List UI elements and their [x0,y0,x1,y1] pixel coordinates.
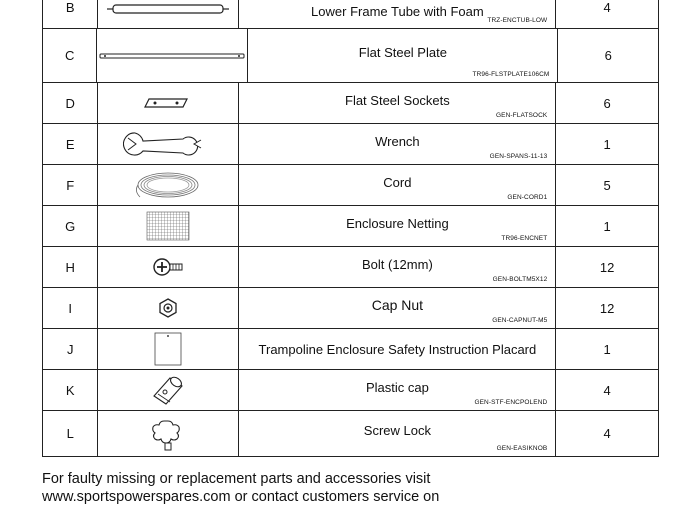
part-image [98,0,239,28]
part-name: Enclosure Netting [346,215,449,231]
part-code: GEN-SPANS-11-13 [489,153,548,160]
part-name-cell [239,124,556,164]
part-letter: D [43,83,98,123]
part-code: TRZ-ENCTUB-LOW [487,17,548,24]
parts-table [42,0,659,457]
part-image [98,329,239,369]
part-name-cell [239,329,556,369]
part-quantity: 1 [556,206,659,246]
table-row [43,83,659,124]
part-name-cell [239,0,556,28]
part-name-cell [239,411,556,456]
part-quantity: 12 [556,247,659,287]
footer-note [42,470,439,506]
part-name-cell [239,370,556,410]
part-code: GEN-CAPNUT-M5 [492,317,548,324]
part-code: TR96-FLSTPLATE106CM [472,71,550,78]
part-image [97,29,248,82]
part-letter: B [43,0,98,28]
part-name: Cord [383,174,412,190]
table-row [43,124,659,165]
part-code: GEN-BOLTM5X12 [492,276,548,283]
part-quantity: 1 [556,329,659,369]
part-name: Bolt (12mm) [361,256,433,272]
part-name-cell [239,83,556,123]
part-letter: F [43,165,98,205]
part-name-cell [239,165,556,205]
part-name: Screw Lock [363,423,431,438]
part-name: Trampoline Enclosure Safety Instruction Placard [258,341,537,357]
part-image [98,370,239,410]
part-code: GEN-FLATSOCK [496,112,548,119]
table-row [43,206,659,247]
part-name: Plastic cap [365,379,429,395]
footer-line-2: www.sportspowerspares.com or contact customers service on [42,489,440,505]
bolt-icon [151,256,185,278]
table-row [43,29,659,83]
part-quantity: 12 [556,288,659,328]
table-row [43,370,659,411]
table-row [43,288,659,329]
wrench-icon [123,127,213,161]
part-name: Flat Steel Sockets [345,92,450,108]
part-letter: H [43,247,98,287]
part-quantity: 4 [556,370,659,410]
part-letter: J [43,329,98,369]
part-quantity: 4 [556,411,659,456]
part-name: Cap Nut [371,297,424,313]
plastic-cap-icon [148,372,188,408]
part-name-cell [239,247,556,287]
part-image [98,83,239,123]
table-row [43,411,659,457]
footer-line-1: For faulty missing or replacement parts and accessories visit [42,471,431,487]
part-quantity: 6 [558,29,659,82]
part-quantity: 1 [556,124,659,164]
placard-icon [153,331,183,367]
table-row [43,165,659,206]
part-image [98,124,239,164]
part-quantity: 6 [556,83,659,123]
screw-lock-icon [149,417,187,451]
part-letter: C [43,29,97,82]
netting-icon [146,211,190,241]
part-code: TR96-ENCNET [501,235,548,242]
part-letter: I [43,288,98,328]
part-letter: G [43,206,98,246]
part-name-cell [248,29,558,82]
part-quantity: 5 [556,165,659,205]
part-code: GEN-EASIKNOB [496,445,548,452]
steel-socket-icon [143,95,193,111]
cord-icon [132,168,204,202]
steel-plate-icon [97,50,247,62]
part-code: GEN-CORD1 [507,194,548,201]
part-image [98,411,239,456]
table-row [43,0,659,29]
part-letter: L [43,411,98,456]
part-name-cell [239,206,556,246]
part-name: Flat Steel Plate [358,45,447,60]
part-letter: E [43,124,98,164]
part-image [98,165,239,205]
part-image [98,288,239,328]
part-letter: K [43,370,98,410]
part-image [98,206,239,246]
part-image [98,247,239,287]
part-name-cell [239,288,556,328]
part-name: Lower Frame Tube with Foam [311,4,484,19]
part-quantity: 4 [556,0,659,28]
part-name: Wrench [375,133,420,149]
frame-tube-icon [103,0,233,23]
table-row [43,247,659,288]
cap-nut-icon [157,297,179,319]
part-code: GEN-STF-ENCPOLEND [474,399,548,406]
table-row [43,329,659,370]
